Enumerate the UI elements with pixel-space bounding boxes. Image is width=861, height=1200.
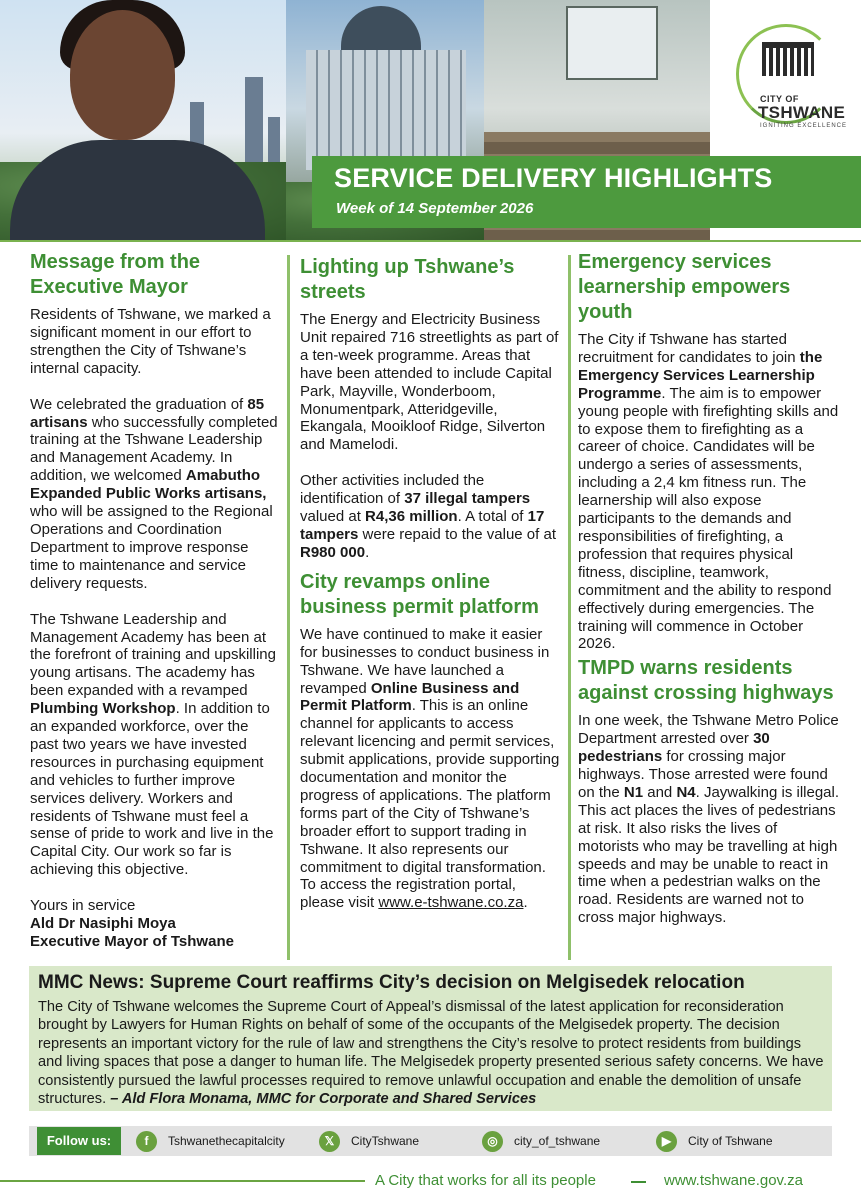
footer-tagline-row: [0, 1166, 861, 1196]
emergency-paragraph: The City if Tshwane has started recruitment for candidates to join the Emergency Services Learnership Programme. The aim is to empower young people with firefighting skills and to expose them to firefighting as a career of choice. Candidates will be undergo a series of assessments, including a 2,4 km fitness run. The learnership will also expose participants to the demands and responsibilities of firefighting, a profession that requires physical fitness, discipline, teamwork, commitment and the ability to respond effectively during emergencies. The training will commence in October 2026.: [578, 331, 839, 653]
mayor-message-artisans: We celebrated the graduation of 85 artisans who successfully completed training at the Tshwane Leadership and Management Academy. In addition, we welcomed Amabutho Expanded Public Works artisans, who will be assigned to the Regional Operations and Coordination Department to improve response time to maintenance and service delivery requests.: [30, 395, 278, 592]
highlights-banner: [312, 156, 861, 228]
mmc-news-body: The City of Tshwane welcomes the Supreme Court of Appeal’s dismissal of the latest application for reconsideration brought by Lawyers for Human Rights on behalf of some of the occupants of the Melgisedek property. The decision represents an important victory for the rule of law and strengthens the City’s resolve to protect residents from buildings and living spaces that pose a danger to human life. The Melgisedek property presented serious safety concerns. We have consistently pursued the lawful processes required to remove unlawful occupation and enable the demolition of unsafe structures. – Ald Flora Monama, MMC for Corporate and Shared Services: [38, 999, 824, 1108]
facebook-link[interactable]: f Tshwanethecapitalcity: [136, 1126, 285, 1156]
city-hall-icon: [762, 42, 814, 76]
tmpd-heading: TMPD warns residents against crossing highways: [578, 657, 834, 705]
mmc-news-title: MMC News: Supreme Court reaffirms City’s decision on Melgisedek relocation: [38, 972, 745, 993]
follow-us-label: Follow us:: [37, 1127, 121, 1155]
column-divider: [568, 255, 571, 960]
city-of-tshwane-logo: CITY OF TSHWANE IGNITING EXCELLENCE: [710, 0, 861, 160]
header-divider: [0, 240, 861, 242]
x-icon: 𝕏: [319, 1131, 340, 1152]
mayor-message-column: [30, 250, 280, 951]
mmc-signature: – Ald Flora Monama, MMC for Corporate and Shared Services: [110, 1091, 537, 1108]
mayor-message-heading: Message from the Executive Mayor: [30, 251, 201, 298]
executive-mayor-photo: [0, 0, 290, 242]
x-link[interactable]: 𝕏 CityTshwane: [319, 1126, 419, 1156]
lighting-column: [300, 255, 564, 912]
tagline-dash: [631, 1181, 646, 1183]
social-follow-bar: [29, 1126, 832, 1156]
header: [0, 0, 861, 242]
lighting-paragraph: The Energy and Electricity Business Unit repaired 716 streetlights as part of a ten-week programme. Areas that have been attended to include Capital Park, Mayville, Wonderboom, Monumentpark, Atteridgeville, Ekangala, Mooikloof Ridge, Silverton and Mamelodi.: [300, 311, 559, 454]
column-divider: [287, 255, 290, 960]
permit-platform-paragraph: We have continued to make it easier for businesses to conduct business in Tshwane. We have launched a revamped Online Business and Permit Platform. This is an online channel for applicants to access relevant licencing and permit services, submit applications, provide supporting documentation and monitor the progress of applications. The platform forms part of the City of Tshwane’s broader effort to support trading in Tshwane. It also represents our commitment to digital transformation. To access the registration portal, please visit www.e-tshwane.co.za.: [300, 625, 560, 912]
mayor-signature: Yours in service Ald Dr Nasiphi Moya Executive Mayor of Tshwane: [30, 897, 234, 950]
instagram-icon: ◎: [482, 1131, 503, 1152]
tampers-paragraph: Other activities included the identification of 37 illegal tampers valued at R4,36 million. A total of 17 tampers were repaid to the value of at R980 000.: [300, 472, 556, 561]
banner-title: SERVICE DELIVERY HIGHLIGHTS: [334, 163, 773, 193]
youtube-icon: ▶: [656, 1131, 677, 1152]
city-website-link[interactable]: www.tshwane.gov.za: [664, 1172, 803, 1189]
tagline-rule: [0, 1180, 365, 1182]
e-tshwane-link[interactable]: www.e-tshwane.co.za: [378, 894, 524, 912]
mmc-news-box: [29, 966, 832, 1111]
permit-platform-heading: City revamps online business permit platform: [300, 570, 539, 618]
facebook-icon: f: [136, 1131, 157, 1152]
youtube-link[interactable]: ▶ City of Tshwane: [656, 1126, 773, 1156]
banner-week: Week of 14 September 2026: [336, 200, 534, 217]
tmpd-paragraph: In one week, the Tshwane Metro Police Department arrested over 30 pedestrians for crossing major highways. Those arrested were found on the N1 and N4. Jaywalking is illegal. This act places the lives of pedestrians at risk. It also risks the lives of motorists who may be travelling at high speeds and may be unable to react in time when a pedestrian walks on the road. Residents are warned not to cross major highways.: [578, 712, 840, 927]
instagram-link[interactable]: ◎ city_of_tshwane: [482, 1126, 600, 1156]
mayor-message-intro: Residents of Tshwane, we marked a significant moment in our effort to strengthen the City of Tshwane’s internal capacity.: [30, 306, 271, 377]
lighting-heading: Lighting up Tshwane’s streets: [300, 256, 515, 303]
city-tagline: A City that works for all its people: [375, 1172, 596, 1189]
emergency-heading: Emergency services learnership empowers youth: [578, 251, 791, 323]
emergency-column: [578, 250, 840, 927]
mayor-message-academy: The Tshwane Leadership and Management Academy has been at the forefront of training and upskilling young artisans. The academy has been expanded with a revamped Plumbing Workshop. In addition to an expanded workforce, over the past two years we have invested resources in purchasing equipment and vehicles to further improve services delivery. Workers and residents of Tshwane must feel a sense of pride to work and live in the Capital City. Our work so far is achieving this objective.: [30, 610, 276, 879]
